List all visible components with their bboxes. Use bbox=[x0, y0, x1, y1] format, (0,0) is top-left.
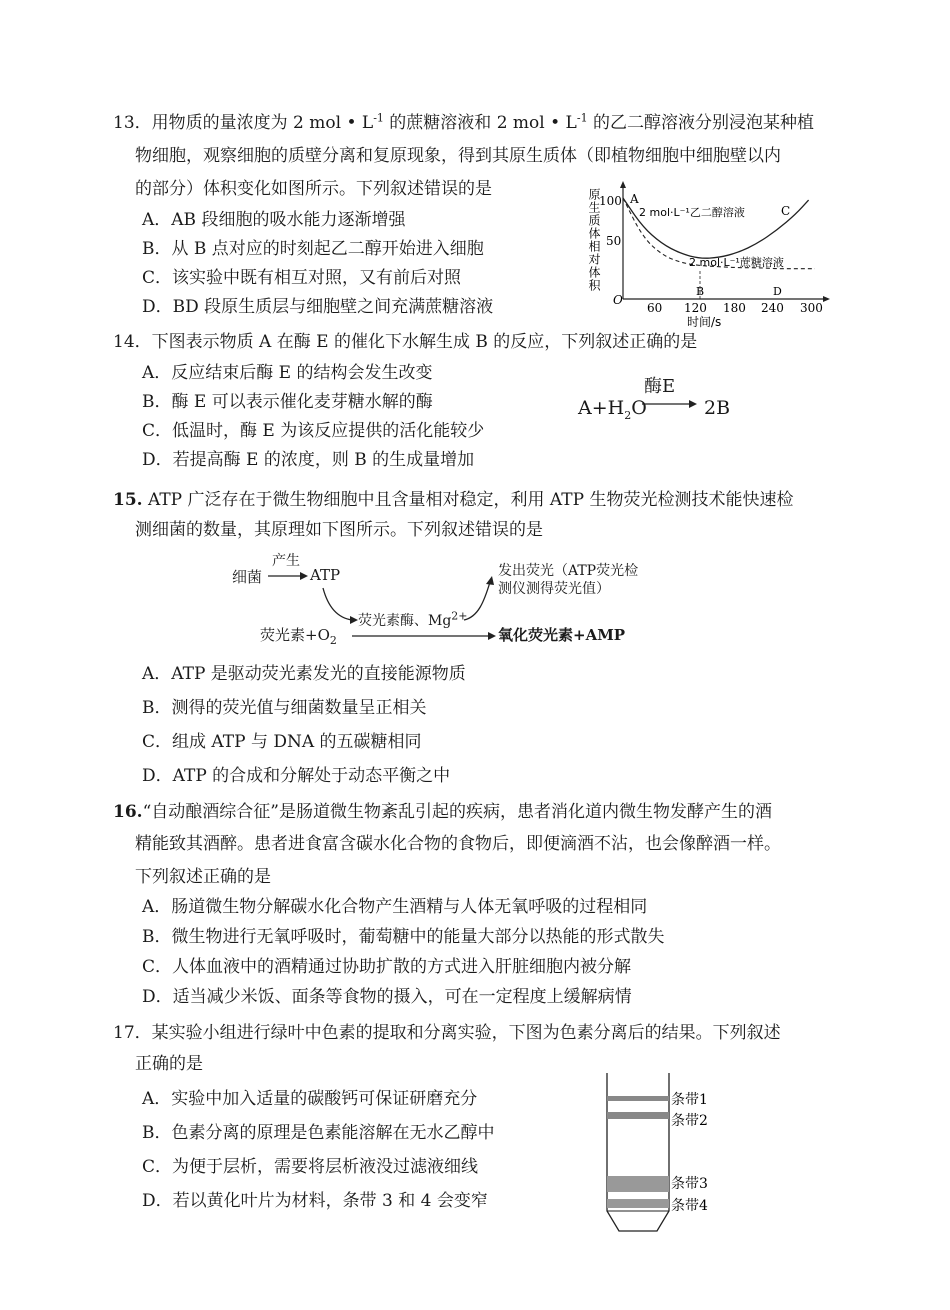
q14-stem: 14．下图表示物质 A 在酶 E 的催化下水解生成 B 的反应，下列叙述正确的是 bbox=[113, 332, 698, 352]
chart-y-tick-100: 100 bbox=[599, 194, 622, 208]
q14-option-a: A．反应结束后酶 E 的结构会发生改变 bbox=[142, 363, 433, 383]
q13-option-a: A．AB 段细胞的吸水能力逐渐增强 bbox=[142, 210, 406, 230]
chart-y-label: 原生质体相对体积 bbox=[587, 188, 601, 292]
q17-chromatography-strip bbox=[605, 1073, 735, 1238]
q16-stem-line2: 精能致其酒醉。患者进食富含碳水化合物的食物后，即便滴酒不沾，也会像醉酒一样。 bbox=[135, 834, 781, 854]
q15-option-d: D．ATP 的合成和分解处于动态平衡之中 bbox=[142, 766, 451, 786]
q13-option-b: B．从 B 点对应的时刻起乙二醇开始进入细胞 bbox=[142, 239, 484, 259]
q13-option-d: D．BD 段原生质层与细胞壁之间充满蔗糖溶液 bbox=[142, 297, 494, 317]
chart-x-tick-300: 300 bbox=[800, 301, 823, 315]
q13-stem-line2: 物细胞，观察细胞的质壁分离和复原现象，得到其原生质体（即植物细胞中细胞壁以内 bbox=[135, 146, 781, 166]
chart-x-label: 时间/s bbox=[687, 315, 722, 328]
q16-option-a: A．肠道微生物分解碳水化合物产生酒精与人体无氧呼吸的过程相同 bbox=[142, 897, 648, 917]
q13-option-c: C．该实验中既有相互对照，又有前后对照 bbox=[142, 268, 462, 288]
chart-y-arrow bbox=[620, 181, 626, 188]
q14-option-b: B．酶 E 可以表示催化麦芽糖水解的酶 bbox=[142, 392, 433, 412]
band-4 bbox=[607, 1199, 669, 1208]
q15-option-c: C．组成 ATP 与 DNA 的五碳糖相同 bbox=[142, 732, 422, 752]
q16-stem-line3: 下列叙述正确的是 bbox=[135, 867, 271, 887]
diagram-bacteria: 细菌 bbox=[232, 568, 263, 586]
q13-stem-line3: 的部分）体积变化如图所示。下列叙述错误的是 bbox=[135, 179, 492, 199]
q14-option-d: D．若提高酶 E 的浓度，则 B 的生成量增加 bbox=[142, 450, 475, 470]
q15-option-b: B．测得的荧光值与细菌数量呈正相关 bbox=[142, 698, 427, 718]
q15-atp-diagram bbox=[228, 552, 648, 652]
q16-stem-line1: 16.“自动酿酒综合征”是肠道微生物紊乱引起的疾病，患者消化道内微生物发酵产生的酒 bbox=[113, 802, 772, 822]
equation-reactants: $A+H_2O$ bbox=[578, 397, 647, 422]
q14-option-c: C．低温时，酶 E 为该反应提供的活化能较少 bbox=[142, 421, 485, 441]
chart-x-tick-60: 60 bbox=[647, 301, 663, 315]
chart-x-tick-240: 240 bbox=[761, 301, 784, 315]
diagram-emit-line2: 测仪测得荧光值） bbox=[498, 581, 610, 597]
chart-point-c: C bbox=[781, 204, 791, 218]
band-1 bbox=[607, 1096, 669, 1101]
diagram-arrows bbox=[228, 552, 648, 652]
chart-point-d: D bbox=[773, 285, 782, 298]
q13-volume-chart bbox=[585, 178, 835, 328]
chart-y-tick-50: 50 bbox=[606, 234, 622, 248]
band-4-label: 条带4 bbox=[671, 1198, 708, 1214]
q17-stem-line1: 17．某实验小组进行绿叶中色素的提取和分离实验，下图为色素分离后的结果。下列叙述 bbox=[113, 1023, 781, 1043]
q15-stem-line2: 测细菌的数量，其原理如下图所示。下列叙述错误的是 bbox=[135, 520, 543, 540]
band-3 bbox=[607, 1176, 669, 1192]
q15-option-a: A．ATP 是驱动荧光素发光的直接能源物质 bbox=[142, 664, 466, 684]
q16-option-c: C．人体血液中的酒精通过协助扩散的方式进入肝脏细胞内被分解 bbox=[142, 957, 632, 977]
chart-point-b: B bbox=[696, 285, 705, 298]
q17-stem-line2: 正确的是 bbox=[135, 1054, 203, 1074]
q16-option-b: B．微生物进行无氧呼吸时，葡萄糖中的能量大部分以热能的形式散失 bbox=[142, 927, 665, 947]
q17-option-b: B．色素分离的原理是色素能溶解在无水乙醇中 bbox=[142, 1123, 495, 1143]
q14-equation bbox=[578, 376, 758, 424]
equation-arrow bbox=[642, 398, 698, 410]
chart-origin: O bbox=[613, 293, 623, 307]
chart-point-a: A bbox=[630, 192, 639, 206]
band-2-label: 条带2 bbox=[671, 1113, 708, 1129]
q17-option-a: A．实验中加入适量的碳酸钙可保证研磨充分 bbox=[142, 1089, 478, 1109]
chart-x-tick-180: 180 bbox=[723, 301, 746, 315]
q13-stem-line1: 13．用物质的量浓度为 2 mol • $L^{-1}$ 的蔗糖溶液和 2 mol • $L^{-1}$ 的乙二醇溶液分别浸泡某种植 bbox=[113, 111, 814, 133]
legend-sucrose: 2 mol·L⁻¹蔗糖溶液 bbox=[689, 256, 784, 269]
diagram-luciferin: 荧光素$+O_2$ bbox=[260, 626, 337, 647]
chart-x-arrow bbox=[823, 296, 830, 302]
q17-option-c: C．为便于层析，需要将层析液没过滤液细线 bbox=[142, 1157, 479, 1177]
equation-enzyme-label: 酶E bbox=[644, 376, 676, 397]
legend-ethylene-glycol: 2 mol·L⁻¹乙二醇溶液 bbox=[639, 206, 745, 219]
q16-option-d: D．适当减少米饭、面条等食物的摄入，可在一定程度上缓解病情 bbox=[142, 987, 632, 1007]
band-2 bbox=[607, 1112, 669, 1119]
q17-option-d: D．若以黄化叶片为材料，条带 3 和 4 会变窄 bbox=[142, 1191, 488, 1211]
diagram-enzyme: 荧光素酶、$Mg^{2+}$ bbox=[358, 609, 468, 629]
band-3-label: 条带3 bbox=[671, 1176, 708, 1192]
diagram-product: 氧化荧光素+AMP bbox=[498, 626, 626, 644]
chart-x-tick-120: 120 bbox=[684, 301, 707, 315]
diagram-atp: ATP bbox=[310, 566, 341, 584]
band-1-label: 条带1 bbox=[671, 1092, 708, 1108]
diagram-emit-line1: 发出荧光（ATP荧光检 bbox=[498, 563, 639, 579]
equation-product: 2B bbox=[704, 397, 731, 419]
q15-stem-line1: 15. ATP 广泛存在于微生物细胞中且含量相对稳定，利用 ATP 生物荧光检测技术能快速检 bbox=[113, 490, 794, 510]
diagram-produce-label: 产生 bbox=[272, 553, 300, 569]
